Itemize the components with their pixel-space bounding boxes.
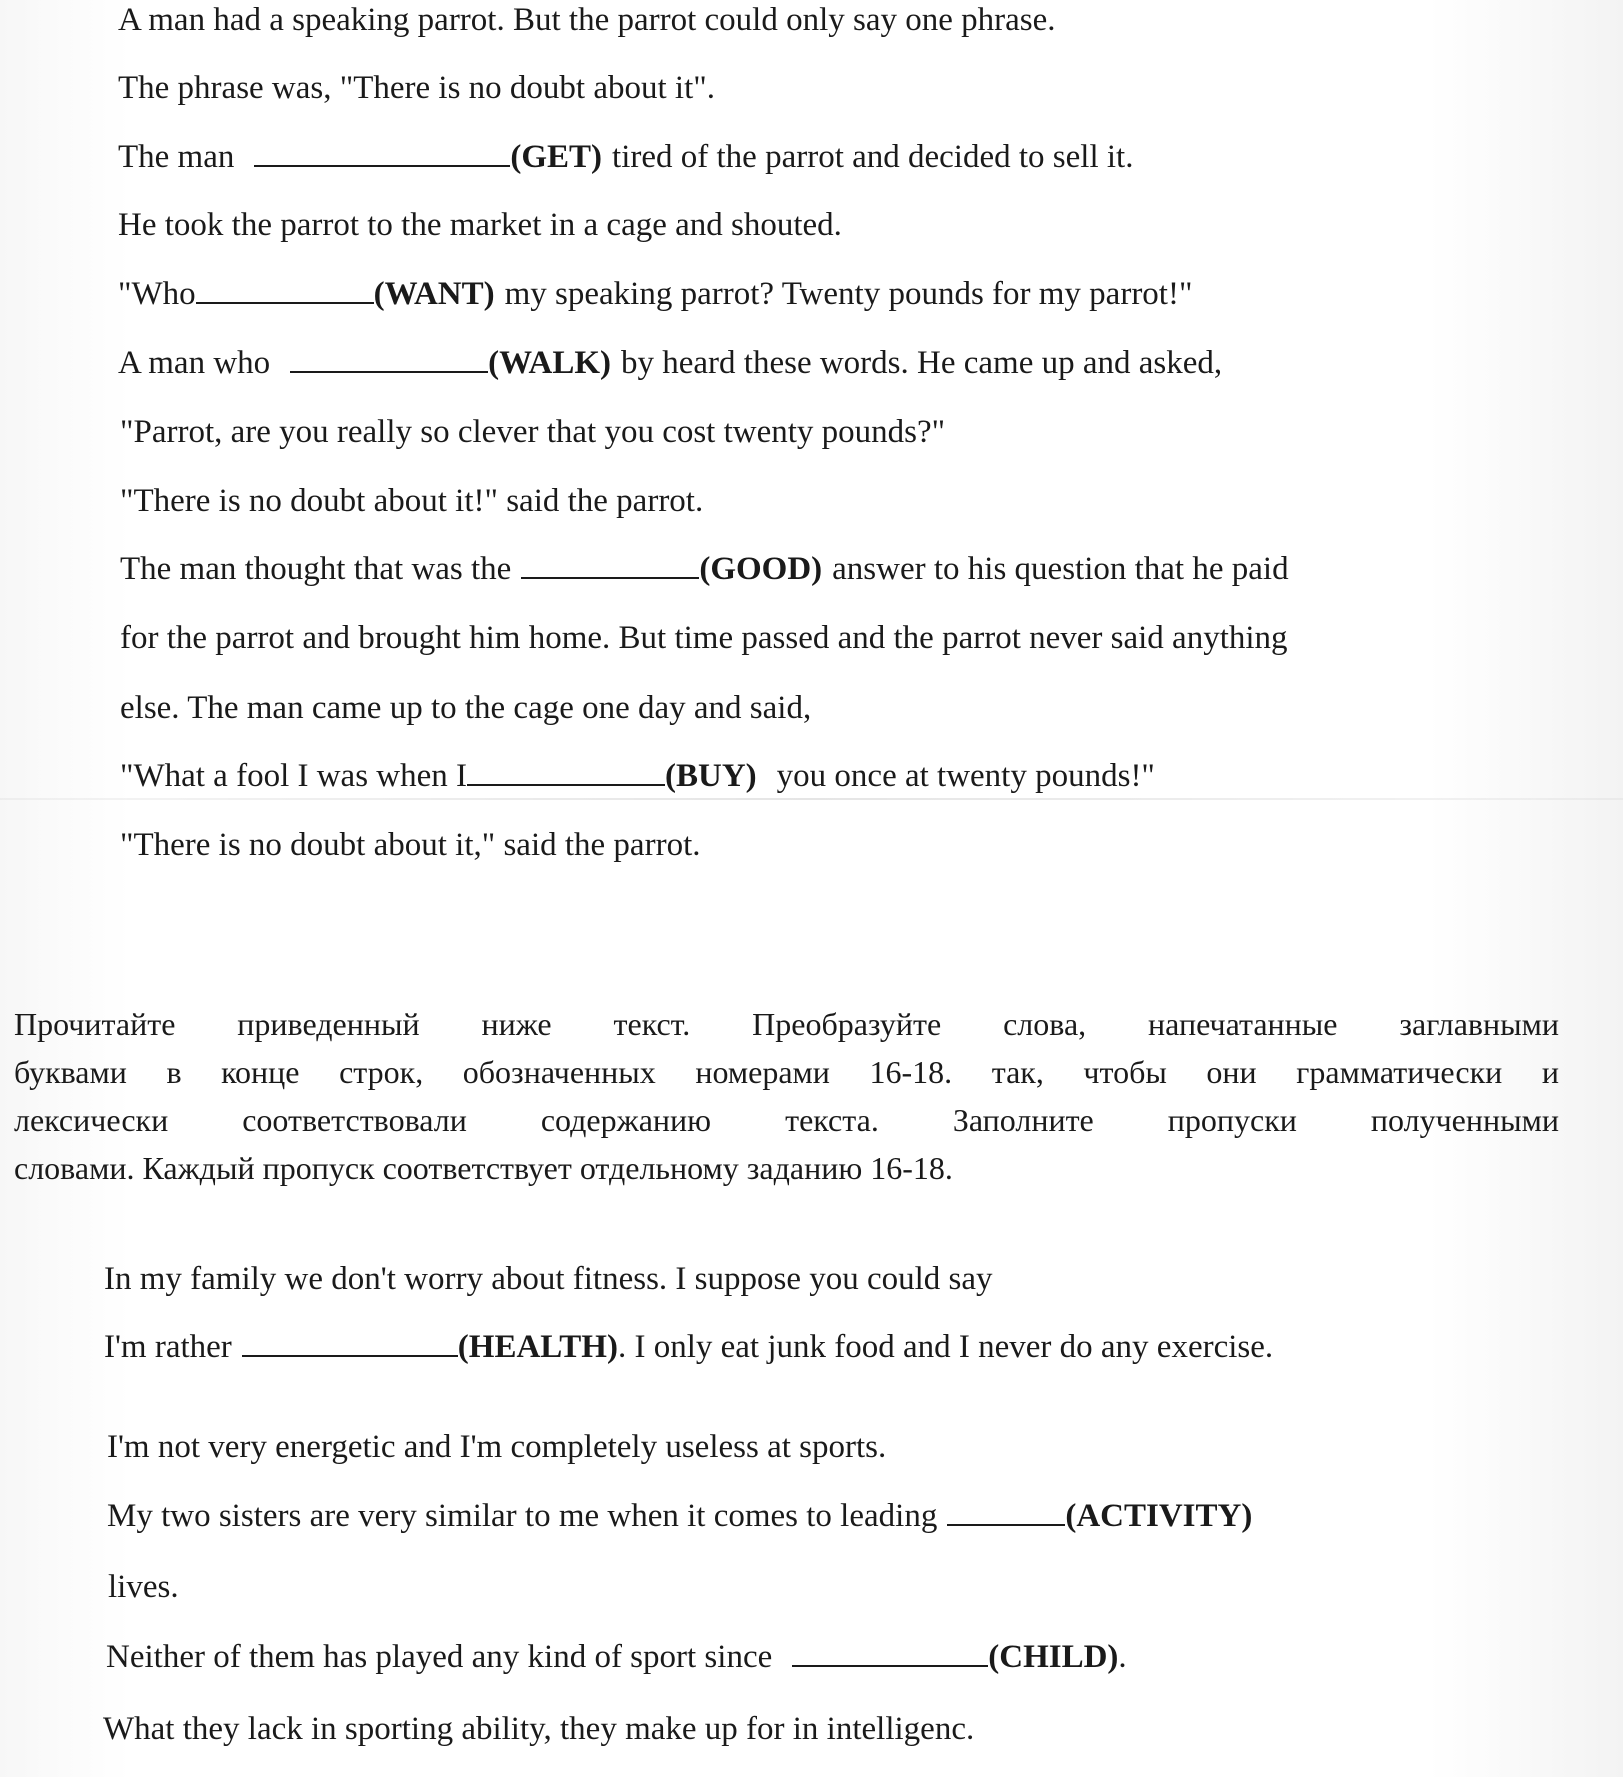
fitness-text: In my family we don't worry about fitness. I suppose you could say (104, 1261, 993, 1297)
story-text: He took the parrot to the market in a cage and shouted. (118, 207, 842, 243)
story-line-9 (120, 549, 1289, 589)
story-text: else. The man came up to the cage one day and said, (120, 690, 812, 726)
story-line-13 (120, 825, 700, 865)
story-text: A man who (118, 345, 271, 381)
fitness-text: What they lack in sporting ability, they make up for in intelligenc. (103, 1711, 975, 1747)
story-text: "There is no doubt about it!" said the parrot. (120, 483, 704, 519)
keyword-activity: (ACTIVITY) (1065, 1498, 1253, 1534)
answer-blank-activity (947, 1498, 1065, 1526)
fitness-text: Neither of them has played any kind of sport since (106, 1639, 773, 1675)
story-line-2 (118, 68, 715, 108)
answer-blank-walk (290, 345, 488, 373)
fitness-text: My two sisters are very similar to me when it comes to leading (107, 1498, 938, 1534)
fitness-text: I'm rather (104, 1329, 232, 1365)
story-text: by heard these words. He came up and asked, (621, 345, 1223, 381)
story-line-12 (120, 756, 1155, 796)
story-text: for the parrot and brought him home. But time passed and the parrot never said anything (120, 620, 1288, 656)
keyword-good: (GOOD) (699, 551, 823, 587)
fitness-line-4 (107, 1496, 1252, 1536)
fitness-line-7 (103, 1709, 974, 1749)
story-line-5 (118, 274, 1192, 314)
answer-blank-get (254, 139, 510, 167)
story-text: "There is no doubt about it," said the parrot. (120, 827, 701, 863)
instruction-line-4: словами. Каждый пропуск соответствует отдельному заданию 16-18. (14, 1150, 953, 1186)
story-text: "What a fool I was when I (120, 758, 468, 794)
paper-fold-line (0, 798, 1623, 800)
story-text: "Who (118, 276, 196, 312)
answer-blank-good (521, 551, 699, 579)
fitness-line-1 (104, 1259, 993, 1299)
answer-blank-child (792, 1639, 988, 1667)
instruction-line-3: лексически соответствовали содержанию текста. Заполните пропуски полученными (14, 1102, 1559, 1138)
story-text: The man (118, 139, 235, 175)
story-text: answer to his question that he paid (832, 551, 1289, 587)
story-line-11 (120, 688, 811, 728)
fitness-text: lives. (108, 1569, 179, 1605)
story-line-4 (118, 205, 842, 245)
story-text: you once at twenty pounds!" (776, 758, 1155, 794)
fitness-line-3 (107, 1427, 886, 1467)
keyword-want: (WANT) (373, 276, 495, 312)
fitness-line-5 (108, 1567, 179, 1607)
fitness-text: I'm not very energetic and I'm completely useless at sports. (107, 1429, 887, 1465)
keyword-get: (GET) (510, 139, 603, 175)
story-text: The phrase was, "There is no doubt about it". (118, 70, 715, 106)
story-line-6 (118, 343, 1222, 383)
story-line-10 (120, 618, 1288, 658)
fitness-line-2 (104, 1327, 1273, 1367)
fitness-line-6 (106, 1637, 1127, 1677)
keyword-walk: (WALK) (488, 345, 612, 381)
story-line-8 (120, 481, 703, 521)
instruction-line-1: Прочитайте приведенный ниже текст. Преобразуйте слова, напечатанные заглавными (14, 1006, 1559, 1042)
fitness-text: . I only eat junk food and I never do any exercise. (617, 1329, 1274, 1365)
instruction-line-2: буквами в конце строк, обозначенных номерами 16-18. так, чтобы они грамматически и (14, 1054, 1559, 1090)
answer-blank-health (242, 1329, 458, 1357)
answer-blank-buy (467, 758, 665, 786)
story-text: The man thought that was the (120, 551, 512, 587)
keyword-buy: (BUY) (665, 758, 757, 794)
story-line-7 (120, 412, 945, 452)
story-line-1 (118, 0, 1056, 40)
story-text: A man had a speaking parrot. But the parrot could only say one phrase. (118, 2, 1056, 38)
story-text: my speaking parrot? Twenty pounds for my parrot!" (504, 276, 1193, 312)
story-line-3 (118, 137, 1133, 177)
story-text: tired of the parrot and decided to sell it. (612, 139, 1134, 175)
story-text: "Parrot, are you really so clever that you cost twenty pounds?" (120, 414, 946, 450)
answer-blank-want (196, 276, 374, 304)
keyword-child: (CHILD) (988, 1639, 1119, 1675)
fitness-text: . (1118, 1639, 1127, 1675)
keyword-health: (HEALTH) (457, 1329, 618, 1365)
